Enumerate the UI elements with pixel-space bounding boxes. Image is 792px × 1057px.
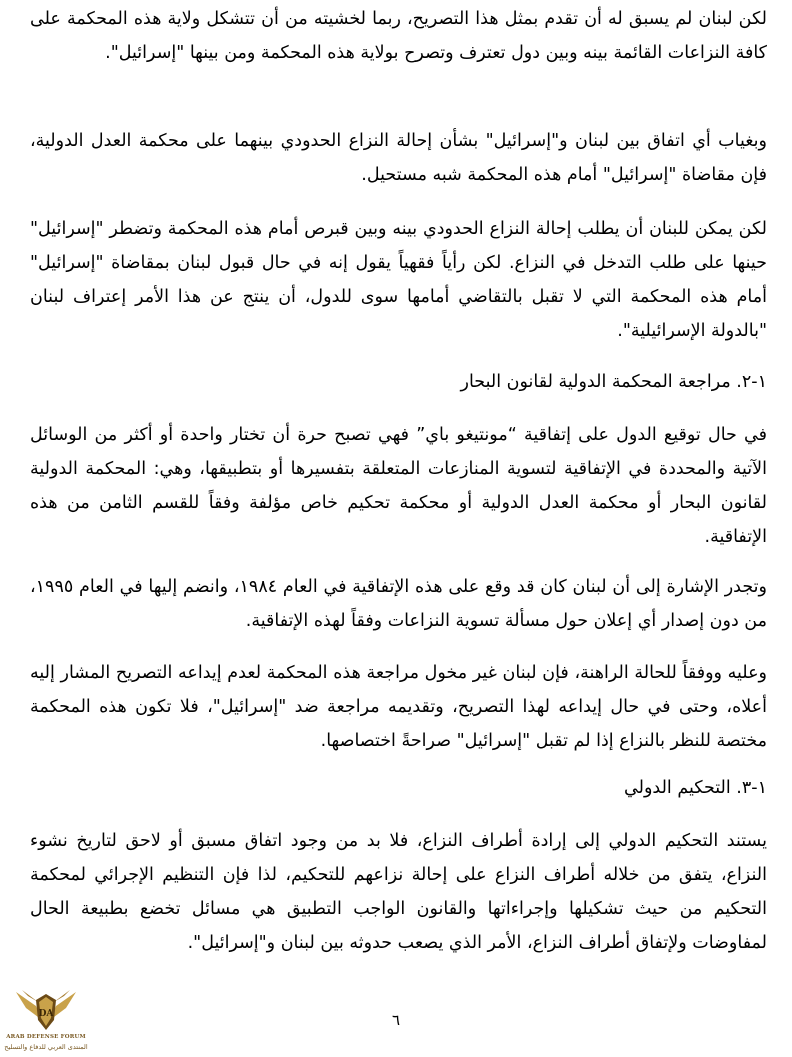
eagle-emblem-icon	[14, 986, 78, 1034]
paragraph-6: وعليه ووفقاً للحالة الراهنة، فإن لبنان غير مخول مراجعة هذه المحكمة لعدم إيداعه التصريح المشار إليه أعلاه، وحتى في حال إيداعه لهذا التصريح، وتقديمه مراجعة ضد "إسرائيل"، فلا تكون هذه المحكمة مختصة للنظر بالنزاع إذا لم تقبل "إسرائيل" صراحةً اختصاصها.	[30, 663, 767, 751]
paragraph-2: وبغياب أي اتفاق بين لبنان و"إسرائيل" بشأن إحالة النزاع الحدودي بينهما على محكمة العدل الدولية، فإن مقاضاة "إسرائيل" أمام هذه المحكمة شبه مستحيل.	[30, 131, 767, 185]
section-heading-1-3: ١-٣. التحكيم الدولي	[624, 778, 767, 798]
logo-name-en: ARAB DEFENSE FORUM	[6, 1034, 86, 1040]
logo-name-ar: المنتدى العربي للدفاع والتسليح	[4, 1043, 88, 1051]
paragraph-1: لكن لبنان لم يسبق له أن تقدم بمثل هذا التصريح، ربما لخشيته من أن تتشكل ولاية هذه المحكمة على كافة النزاعات القائمة بينه وبين دول تعترف وتصرح بولاية هذه المحكمة ومن بينها "إسرائيل".	[30, 9, 767, 63]
paragraph-3: لكن يمكن للبنان أن يطلب إحالة النزاع الحدودي بينه وبين قبرص أمام هذه المحكمة وتضطر "إسرائيل" حينها على طلب التدخل في النزاع. لكن رأياً فقهياً يقول إنه في حال قبول لبنان بمقاضاة "إسرائيل" أمام هذه المحكمة التي لا تقبل بالتقاضي أمامها سوى للدول، أن ينتج عن هذا الأمر إعتراف لبنان "بالدولة الإسرائيلية".	[30, 219, 767, 341]
paragraph-5: وتجدر الإشارة إلى أن لبنان كان قد وقع على هذه الإتفاقية في العام ١٩٨٤، وانضم إليها في العام ١٩٩٥، من دون إصدار أي إعلان حول مسألة تسوية النزاعات وفقاً لهذه الإتفاقية.	[30, 577, 767, 631]
paragraph-4: في حال توقيع الدول على إتفاقية “مونتيغو باي” فهي تصبح حرة أن تختار واحدة أو أكثر من الوسائل الآتية والمحددة في الإتفاقية لتسوية المنازعات المتعلقة بتفسيرها أو بتطبيقها، وهي: المحكمة الدولية لقانون البحار أو محكمة العدل الدولية أو محكمة تحكيم خاص مؤلفة وفقاً للقسم الثامن من هذه الإتفاقية.	[30, 425, 767, 547]
paragraph-7: يستند التحكيم الدولي إلى إرادة أطراف النزاع، فلا بد من وجود اتفاق مسبق أو لاحق لتاريخ نشوء النزاع، يتفق من خلاله أطراف النزاع على إحالة نزاعهم للتحكيم، لذا فإن التنظيم الإجرائي لمحكمة التحكيم من حيث تشكيلها وإجراءاتها والقانون الواجب التطبيق هي مسائل تخضع بطبيعة الحال لمفاوضات ولإتفاق أطراف النزاع، الأمر الذي يصعب حدوثه بين لبنان و"إسرائيل".	[30, 831, 767, 953]
logo-monogram: DA	[38, 1009, 54, 1019]
forum-logo	[4, 986, 88, 1056]
page-number: ٦	[391, 1011, 401, 1029]
section-heading-1-2: ١-٢. مراجعة المحكمة الدولية لقانون البحار	[460, 372, 767, 392]
